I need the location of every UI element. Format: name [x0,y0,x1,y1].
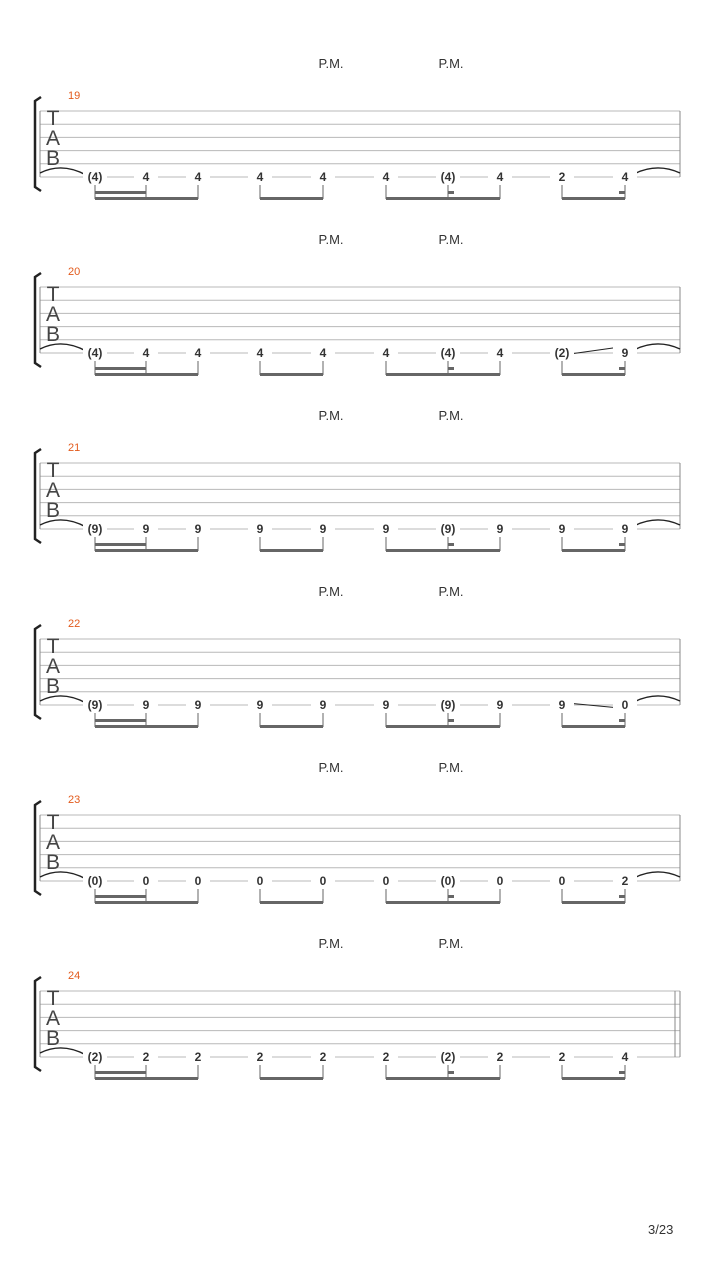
measure-number: 21 [68,442,81,454]
palm-mute-label: P.M. [438,408,464,423]
tab-clef-letter: B [45,499,61,522]
beam [386,1077,500,1080]
beam [95,373,198,376]
palm-mute-label: P.M. [438,584,464,599]
tab-system-24 [35,936,680,1080]
palm-mute-label: P.M. [318,936,344,951]
fret-number: 4 [142,170,150,184]
beam-stub [448,1071,454,1074]
tab-system-23 [35,760,680,904]
tie-arc [632,872,680,879]
beam [260,549,323,552]
beam [260,901,323,904]
fret-number: (4) [87,346,103,360]
palm-mute-label: P.M. [438,56,464,71]
measure-number: 22 [68,618,81,630]
fret-number: 4 [194,346,202,360]
fret-number: 9 [256,698,264,712]
beam-secondary [95,895,146,898]
fret-number: 4 [621,170,629,184]
measure-number: 23 [68,794,81,806]
tab-clef-letter: A [45,1007,61,1030]
fret-number: 0 [194,874,202,888]
fret-number: 0 [319,874,327,888]
fret-number: 9 [142,522,150,536]
beam [562,725,625,728]
tie-arc [632,344,680,351]
tab-clef-letter: B [45,1027,61,1050]
fret-number: 9 [382,698,390,712]
fret-number: (4) [440,346,456,360]
beam-stub [448,543,454,546]
fret-number: 9 [621,522,629,536]
tab-system-20 [35,232,680,376]
beam [386,373,500,376]
tab-clef-letter: B [45,675,61,698]
tab-clef-letter: T [46,811,60,834]
tab-clef-letter: A [45,479,61,502]
fret-number: (4) [440,170,456,184]
fret-number: 4 [382,346,390,360]
fret-number: 9 [142,698,150,712]
beam [386,901,500,904]
palm-mute-label: P.M. [438,760,464,775]
fret-number: 0 [142,874,150,888]
beam [260,725,323,728]
fret-number: 4 [319,346,327,360]
beam-stub [619,191,625,194]
palm-mute-label: P.M. [438,232,464,247]
beam [95,1077,198,1080]
fret-number: (2) [554,346,570,360]
palm-mute-label: P.M. [438,936,464,951]
beam-stub [619,367,625,370]
tab-clef-letter: B [45,851,61,874]
tab-clef-letter: B [45,323,61,346]
beam-stub [619,895,625,898]
fret-number: (0) [440,874,456,888]
fret-number: 2 [142,1050,150,1064]
beam [562,197,625,200]
fret-number: 9 [319,522,327,536]
tie-arc [632,168,680,175]
beam [386,197,500,200]
fret-number: 9 [558,698,566,712]
fret-number: (9) [440,698,456,712]
tab-clef-letter: T [46,107,60,130]
tab-clef-letter: T [46,459,60,482]
tab-clef-letter: A [45,655,61,678]
beam-secondary [95,367,146,370]
fret-number: 4 [496,346,504,360]
fret-number: 9 [194,522,202,536]
beam [562,901,625,904]
fret-number: 0 [496,874,504,888]
beam [386,549,500,552]
fret-number: 4 [319,170,327,184]
beam [95,725,198,728]
fret-number: 9 [496,698,504,712]
tab-clef-letter: A [45,303,61,326]
beam-secondary [95,719,146,722]
beam-secondary [95,543,146,546]
fret-number: 0 [382,874,390,888]
tie-arc [632,520,680,527]
fret-number: 4 [256,346,264,360]
fret-number: 0 [256,874,264,888]
beam-stub [448,367,454,370]
fret-number: 2 [256,1050,264,1064]
fret-number: 2 [194,1050,202,1064]
fret-number: (0) [87,874,103,888]
fret-number: 2 [319,1050,327,1064]
beam-secondary [95,1071,146,1074]
fret-number: 9 [319,698,327,712]
tab-clef-letter: B [45,147,61,170]
palm-mute-label: P.M. [318,408,344,423]
fret-number: 9 [496,522,504,536]
beam-stub [619,543,625,546]
tab-system-21 [35,408,680,552]
tab-clef-letter: T [46,987,60,1010]
fret-number: 0 [621,698,629,712]
tab-system-22 [35,584,680,728]
measure-number: 19 [68,90,81,102]
tab-clef-letter: T [46,635,60,658]
palm-mute-label: P.M. [318,56,344,71]
tab-clef-letter: T [46,283,60,306]
fret-number: 4 [496,170,504,184]
measure-number: 20 [68,266,81,278]
beam-stub [448,895,454,898]
beam-stub [448,191,454,194]
fret-number: 4 [194,170,202,184]
fret-number: 4 [621,1050,629,1064]
fret-number: 9 [194,698,202,712]
fret-number: 9 [256,522,264,536]
fret-number: 2 [496,1050,504,1064]
fret-number: (4) [87,170,103,184]
fret-number: 2 [558,170,566,184]
tab-clef-letter: A [45,127,61,150]
beam [95,197,198,200]
fret-number: (9) [87,698,103,712]
beam [260,373,323,376]
palm-mute-label: P.M. [318,760,344,775]
fret-number: (2) [87,1050,103,1064]
fret-number: 4 [142,346,150,360]
fret-number: (9) [440,522,456,536]
fret-number: 2 [621,874,629,888]
fret-number: 4 [382,170,390,184]
beam [260,197,323,200]
measure-number: 24 [68,970,81,982]
fret-number: 9 [558,522,566,536]
page-number: 3/23 [648,1222,674,1237]
beam-stub [619,1071,625,1074]
beam [95,549,198,552]
fret-number: 9 [621,346,629,360]
palm-mute-label: P.M. [318,584,344,599]
beam-secondary [95,191,146,194]
fret-number: 4 [256,170,264,184]
tab-clef-letter: A [45,831,61,854]
fret-number: 2 [558,1050,566,1064]
palm-mute-label: P.M. [318,232,344,247]
fret-number: 9 [382,522,390,536]
beam [260,1077,323,1080]
beam [386,725,500,728]
tab-system-19 [35,56,680,200]
tie-arc [632,696,680,703]
fret-number: (9) [87,522,103,536]
fret-number: 2 [382,1050,390,1064]
beam [95,901,198,904]
beam [562,549,625,552]
beam [562,373,625,376]
beam-stub [619,719,625,722]
beam [562,1077,625,1080]
beam-stub [448,719,454,722]
fret-number: (2) [440,1050,456,1064]
fret-number: 0 [558,874,566,888]
